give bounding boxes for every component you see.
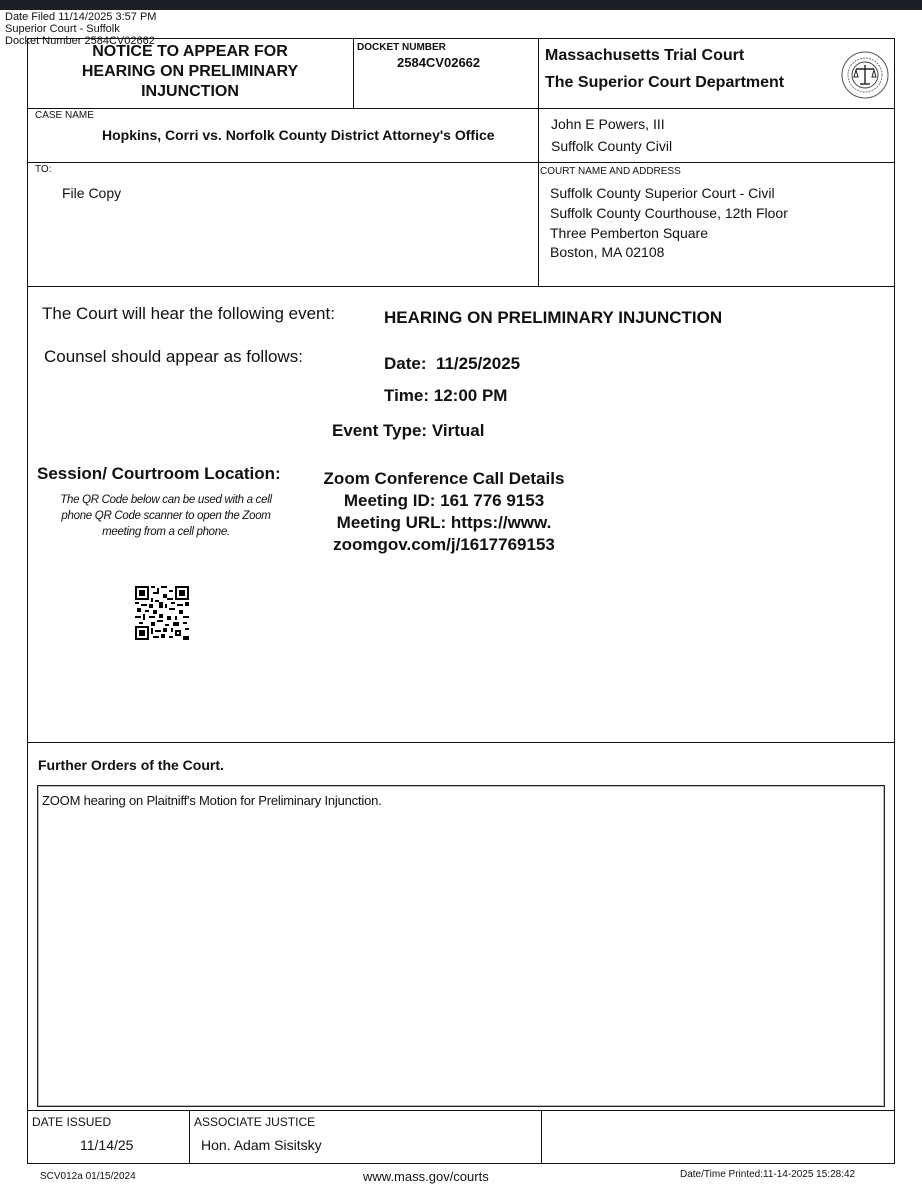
court-seal-icon — [840, 50, 890, 100]
court-address-label: COURT NAME AND ADDRESS — [540, 166, 681, 177]
address-line-3: Three Pemberton Square — [550, 225, 708, 241]
case-name: Hopkins, Corri vs. Norfolk County District Attorney's Office — [102, 127, 495, 143]
printed-timestamp: Date/Time Printed:11-14-2025 15:28:42 — [680, 1169, 856, 1180]
meeting-url-line-2[interactable]: zoomgov.com/j/1617769153 — [333, 535, 555, 554]
qr-note-line-1: The QR Code below can be used with a cell — [60, 494, 272, 506]
date-filed-stamp: Date Filed 11/14/2025 3:57 PM — [5, 11, 157, 23]
clerk-office: Suffolk County Civil — [551, 138, 673, 154]
recipient: File Copy — [62, 185, 122, 201]
website-link[interactable]: www.mass.gov/courts — [363, 1169, 489, 1184]
qr-note — [40, 492, 292, 540]
court-stamp: Superior Court - Suffolk — [5, 23, 120, 35]
associate-justice-label: ASSOCIATE JUSTICE — [194, 1115, 316, 1129]
further-orders-label: Further Orders of the Court. — [38, 757, 224, 773]
address-line-2: Suffolk County Courthouse, 12th Floor — [550, 205, 788, 221]
zoom-details — [300, 468, 588, 556]
case-name-label: CASE NAME — [35, 110, 94, 121]
court-department: The Superior Court Department — [545, 74, 785, 91]
appear-label: Counsel should appear as follows: — [44, 347, 303, 366]
qr-code-icon[interactable] — [135, 586, 189, 640]
hearing-date: Date: 11/25/2025 — [384, 354, 521, 373]
event-type: Event Type: Virtual — [332, 421, 485, 440]
hear-label: The Court will hear the following event: — [42, 304, 335, 323]
justice-name: Hon. Adam Sisitsky — [201, 1137, 322, 1153]
event-name: HEARING ON PRELIMINARY INJUNCTION — [384, 308, 723, 327]
title-line-1: NOTICE TO APPEAR FOR — [92, 43, 288, 60]
date-issued: 11/14/25 — [80, 1137, 134, 1153]
meeting-id: Meeting ID: 161 776 9153 — [343, 491, 545, 510]
docket-number-label: DOCKET NUMBER — [357, 42, 446, 53]
docket-stamp: Docket Number 2584CV02662 — [5, 35, 155, 47]
date-issued-label: DATE ISSUED — [32, 1115, 112, 1129]
hearing-time: Time: 12:00 PM — [384, 386, 508, 405]
title-line-2: HEARING ON PRELIMINARY — [81, 63, 299, 80]
top-bar — [0, 0, 922, 10]
address-line-1: Suffolk County Superior Court - Civil — [550, 185, 775, 201]
zoom-title: Zoom Conference Call Details — [323, 469, 565, 488]
docket-number: 2584CV02662 — [397, 55, 481, 70]
court-name: Massachusetts Trial Court — [545, 47, 745, 64]
address-line-4: Boston, MA 02108 — [550, 244, 665, 260]
orders-text: ZOOM hearing on Plaitniff's Motion for Preliminary Injunction. — [42, 793, 382, 808]
qr-note-line-2: phone QR Code scanner to open the Zoom — [61, 510, 271, 522]
notice-title — [40, 42, 340, 102]
title-line-3: INJUNCTION — [141, 83, 239, 100]
clerk-name: John E Powers, III — [551, 116, 665, 132]
to-label: TO: — [35, 164, 52, 175]
orders-box — [37, 785, 885, 1107]
session-label: Session/ Courtroom Location: — [37, 464, 281, 483]
meeting-url-line-1[interactable]: Meeting URL: https://www. — [336, 513, 552, 532]
qr-note-line-3: meeting from a cell phone. — [102, 526, 230, 538]
form-code: SCV012a 01/15/2024 — [40, 1171, 136, 1182]
